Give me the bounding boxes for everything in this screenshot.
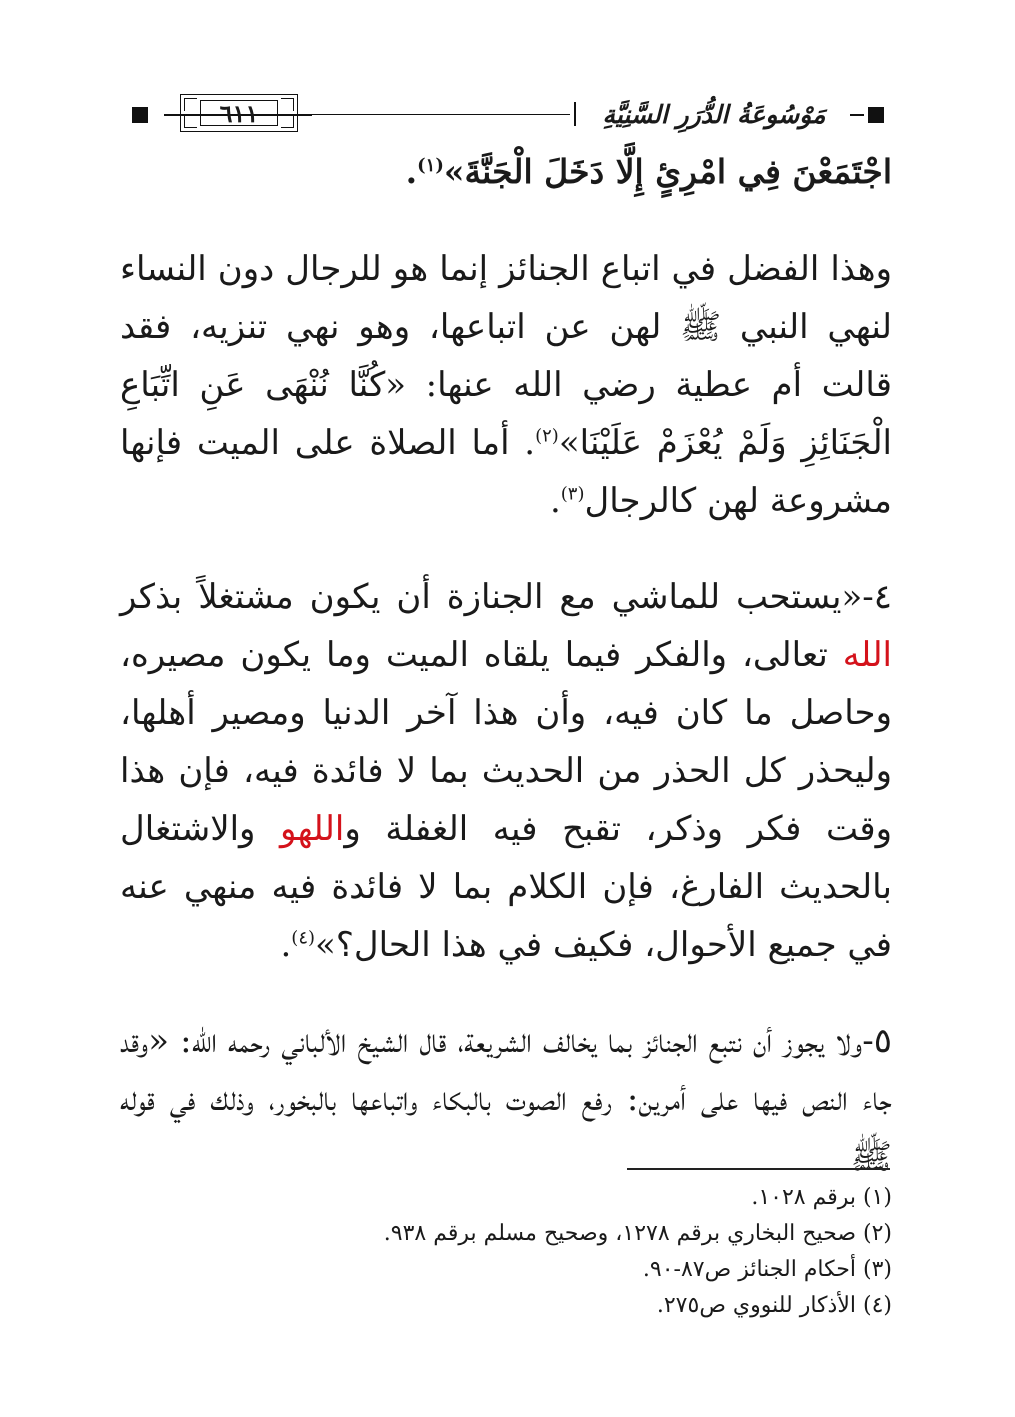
highlight-lahw: اللهو: [280, 809, 345, 849]
footnote-ref-2[interactable]: (٢): [535, 425, 559, 447]
footnote-2: (٢) صحيح البخاري برقم ١٢٧٨، وصحيح مسلم برقم ٩٣٨.: [383, 1221, 892, 1246]
footnote-ref-1[interactable]: (١): [417, 155, 444, 176]
footnote-1: (١) برقم ١٠٢٨.: [751, 1185, 892, 1210]
page-number-frame: [180, 94, 298, 132]
footnote-3: (٣) أحكام الجنائز ص٨٧-٩٠.: [642, 1257, 892, 1282]
paragraph-point-4: ٤-«يستحب للماشي مع الجنازة أن يكون مشتغلاً بذكر الله تعالى، والفكر فيما يلقاه الميت وما يكون مصيره، وحاصل ما كان فيه، وأن هذا آخر الدنيا ومصير أهلها، وليحذر كل الحذر من الحديث بما لا فائدة فيه، فإن هذا وقت فكر وذكر، تقبح فيه الغفلة واللهو والاشتغال بالحديث الفارغ، فإن الكلام بما لا فائدة فيه منهي عنه في جميع الأحوال، فكيف في هذا الحال؟»$^{(٤)}$.: [120, 577, 893, 965]
header-rule-right: [850, 114, 864, 116]
paragraph-women-funerals: وهذا الفضل في اتباع الجنائز إنما هو للرجال دون النساء لنهي النبي ﷺ لهن عن اتباعها، وهو نهي تنزيه، فقد قالت أم عطية رضي الله عنها: «كُنَّا نُنْهَى عَنِ اتِّبَاعِ الْجَنَائِزِ وَلَمْ يُعْزَمْ عَلَيْنَا»$^{(٢)}$. أما الصلاة على الميت فإنها مشروعة لهن كالرجال$^{(٣)}$.: [120, 249, 892, 521]
header-rule-tick: [574, 102, 576, 126]
footnote-ref-4[interactable]: (٤): [291, 927, 316, 949]
ornament-square-left: [132, 107, 148, 123]
page-body: [120, 146, 892, 1186]
series-title: مَوْسُوعَةُ الدُّرَرِ السَّنِيَّةِ: [602, 99, 826, 129]
highlight-allah: الله: [842, 635, 892, 675]
paragraph-point-5: ٥-ولا يجوز أن نتبع الجنائز بما يخالف الشريعة، قال الشيخ الألباني رحمه الله: «وقد جاء النص فيها على أمرين: رفع الصوت بالبكاء واتباعها بالبخور، وذلك في قوله ﷺ: [120, 1021, 892, 1177]
footnotes: [340, 1180, 892, 1324]
footnote-ref-3[interactable]: (٣): [560, 483, 585, 505]
paragraph-hadith-ending: اجْتَمَعْنَ فِي امْرِئٍ إِلَّا دَخَلَ الْجَنَّةَ»$^{(١)}$.: [405, 152, 892, 191]
page-header: [120, 92, 892, 138]
header-rule-middle: [308, 114, 570, 115]
footnote-separator: [627, 1168, 890, 1170]
footnote-4: (٤) الأذكار للنووي ص٢٧٥.: [656, 1293, 892, 1318]
ornament-square-right: [868, 107, 884, 123]
page-number: ٦١١: [200, 100, 278, 126]
